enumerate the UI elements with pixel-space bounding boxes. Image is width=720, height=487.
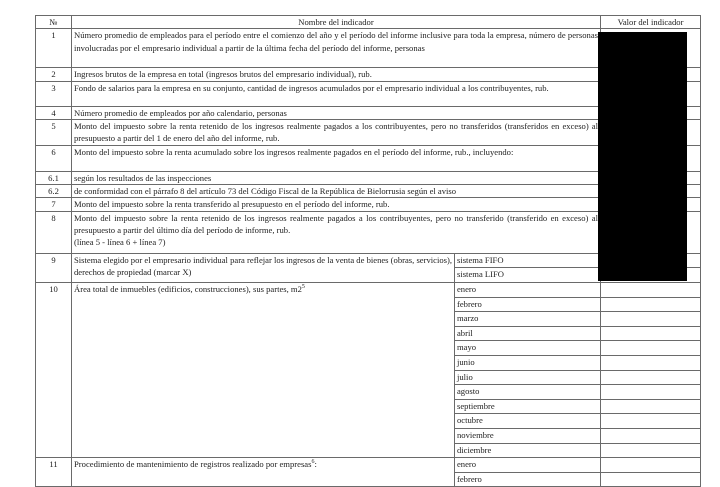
row-name: Sistema elegido por el empresario individual para reflejar los ingresos de la venta de bienes (obras, servicios), derechos de propiedad (marcar X)	[72, 253, 455, 282]
header-name: Nombre del indicador	[72, 16, 601, 29]
month-value-cell[interactable]	[601, 297, 701, 312]
row-name-cell	[72, 211, 601, 253]
row-num: 10	[36, 282, 72, 457]
option-label: sistema LIFO	[454, 268, 600, 283]
month-label: abril	[454, 326, 600, 341]
row-name: Fondo de salarios para la empresa en su conjunto, cantidad de ingresos acumulados por el empresario individual a los contribuyentes, rub.	[72, 81, 601, 106]
redaction-box	[598, 32, 687, 281]
table-row	[36, 458, 701, 473]
row-name: Procedimiento de mantenimiento de registros realizado por empresas	[74, 459, 312, 470]
month-label: enero	[454, 282, 600, 297]
row-num: 4	[36, 106, 72, 119]
row-name-cell	[72, 458, 455, 487]
row-name: Número promedio de empleados por año calendario, personas	[72, 106, 601, 119]
month-value-cell[interactable]	[601, 443, 701, 458]
footnote-ref: 5	[301, 284, 305, 291]
row-num: 6.2	[36, 185, 72, 198]
row-name-cell	[72, 282, 455, 457]
row-num: 6	[36, 145, 72, 171]
row-num: 7	[36, 198, 72, 211]
row-num: 2	[36, 68, 72, 81]
month-label: noviembre	[454, 428, 600, 443]
month-value-cell[interactable]	[601, 341, 701, 356]
row-num: 8	[36, 211, 72, 253]
month-value-cell[interactable]	[601, 414, 701, 429]
row-num: 9	[36, 253, 72, 282]
month-label: junio	[454, 355, 600, 370]
row-name-suffix: :	[314, 459, 317, 470]
month-label: enero	[454, 458, 600, 473]
row-num: 1	[36, 29, 72, 68]
month-label: octubre	[454, 414, 600, 429]
month-value-cell[interactable]	[601, 385, 701, 400]
month-label: mayo	[454, 341, 600, 356]
month-label: diciembre	[454, 443, 600, 458]
row-name: Monto del impuesto sobre la renta transferido al presupuesto en el período del informe, rub.	[72, 198, 601, 211]
row-name: Monto del impuesto sobre la renta acumulado sobre los ingresos realmente pagados en el período del informe, rub., incluyendo:	[72, 145, 601, 171]
header-num: №	[36, 16, 72, 29]
table-row	[36, 282, 701, 297]
month-value-cell[interactable]	[601, 472, 701, 487]
row-name: Ingresos brutos de la empresa en total (ingresos brutos del empresario individual), rub.	[72, 68, 601, 81]
month-label: julio	[454, 370, 600, 385]
month-label: febrero	[454, 297, 600, 312]
month-label: agosto	[454, 385, 600, 400]
month-label: marzo	[454, 312, 600, 327]
month-label: septiembre	[454, 399, 600, 414]
row-num: 3	[36, 81, 72, 106]
month-value-cell[interactable]	[601, 399, 701, 414]
month-label: febrero	[454, 472, 600, 487]
month-value-cell[interactable]	[601, 370, 701, 385]
row-num: 11	[36, 458, 72, 487]
row-num: 6.1	[36, 171, 72, 184]
row-name: de conformidad con el párrafo 8 del artículo 73 del Código Fiscal de la República de Bielorrusia según el aviso	[72, 185, 601, 198]
month-value-cell[interactable]	[601, 428, 701, 443]
row-name: Monto del impuesto sobre la renta retenido de los ingresos realmente pagados a los contribuyentes, pero no transferidos (transferidos en exceso) al presupuesto a partir del 1 de enero del año del informe, rub.	[72, 119, 601, 145]
row-name: Área total de inmuebles (edificios, construcciones), sus partes, m2	[74, 283, 302, 294]
footnote-ref: 6	[311, 459, 315, 466]
row-name: según los resultados de las inspecciones	[72, 171, 601, 184]
month-value-cell[interactable]	[601, 355, 701, 370]
month-value-cell[interactable]	[601, 282, 701, 297]
option-label: sistema FIFO	[454, 253, 600, 268]
row-num: 5	[36, 119, 72, 145]
row-formula: (línea 5 - línea 6 + línea 7)	[74, 237, 166, 248]
row-name: Número promedio de empleados para el período entre el comienzo del año y el período del informe inclusive para toda la empresa, número de personas involucradas por el empresario individual a partir de la última fecha del período del informe, personas	[72, 29, 601, 68]
month-value-cell[interactable]	[601, 458, 701, 473]
month-value-cell[interactable]	[601, 312, 701, 327]
table-header-row	[36, 16, 701, 29]
header-value: Valor del indicador	[601, 16, 701, 29]
month-value-cell[interactable]	[601, 326, 701, 341]
row-name: Monto del impuesto sobre la renta retenido de los ingresos realmente pagados a los contribuyentes, pero no transferido (transferido en exceso) al presupuesto a partir del último día del período de informe, rub.	[74, 212, 598, 236]
